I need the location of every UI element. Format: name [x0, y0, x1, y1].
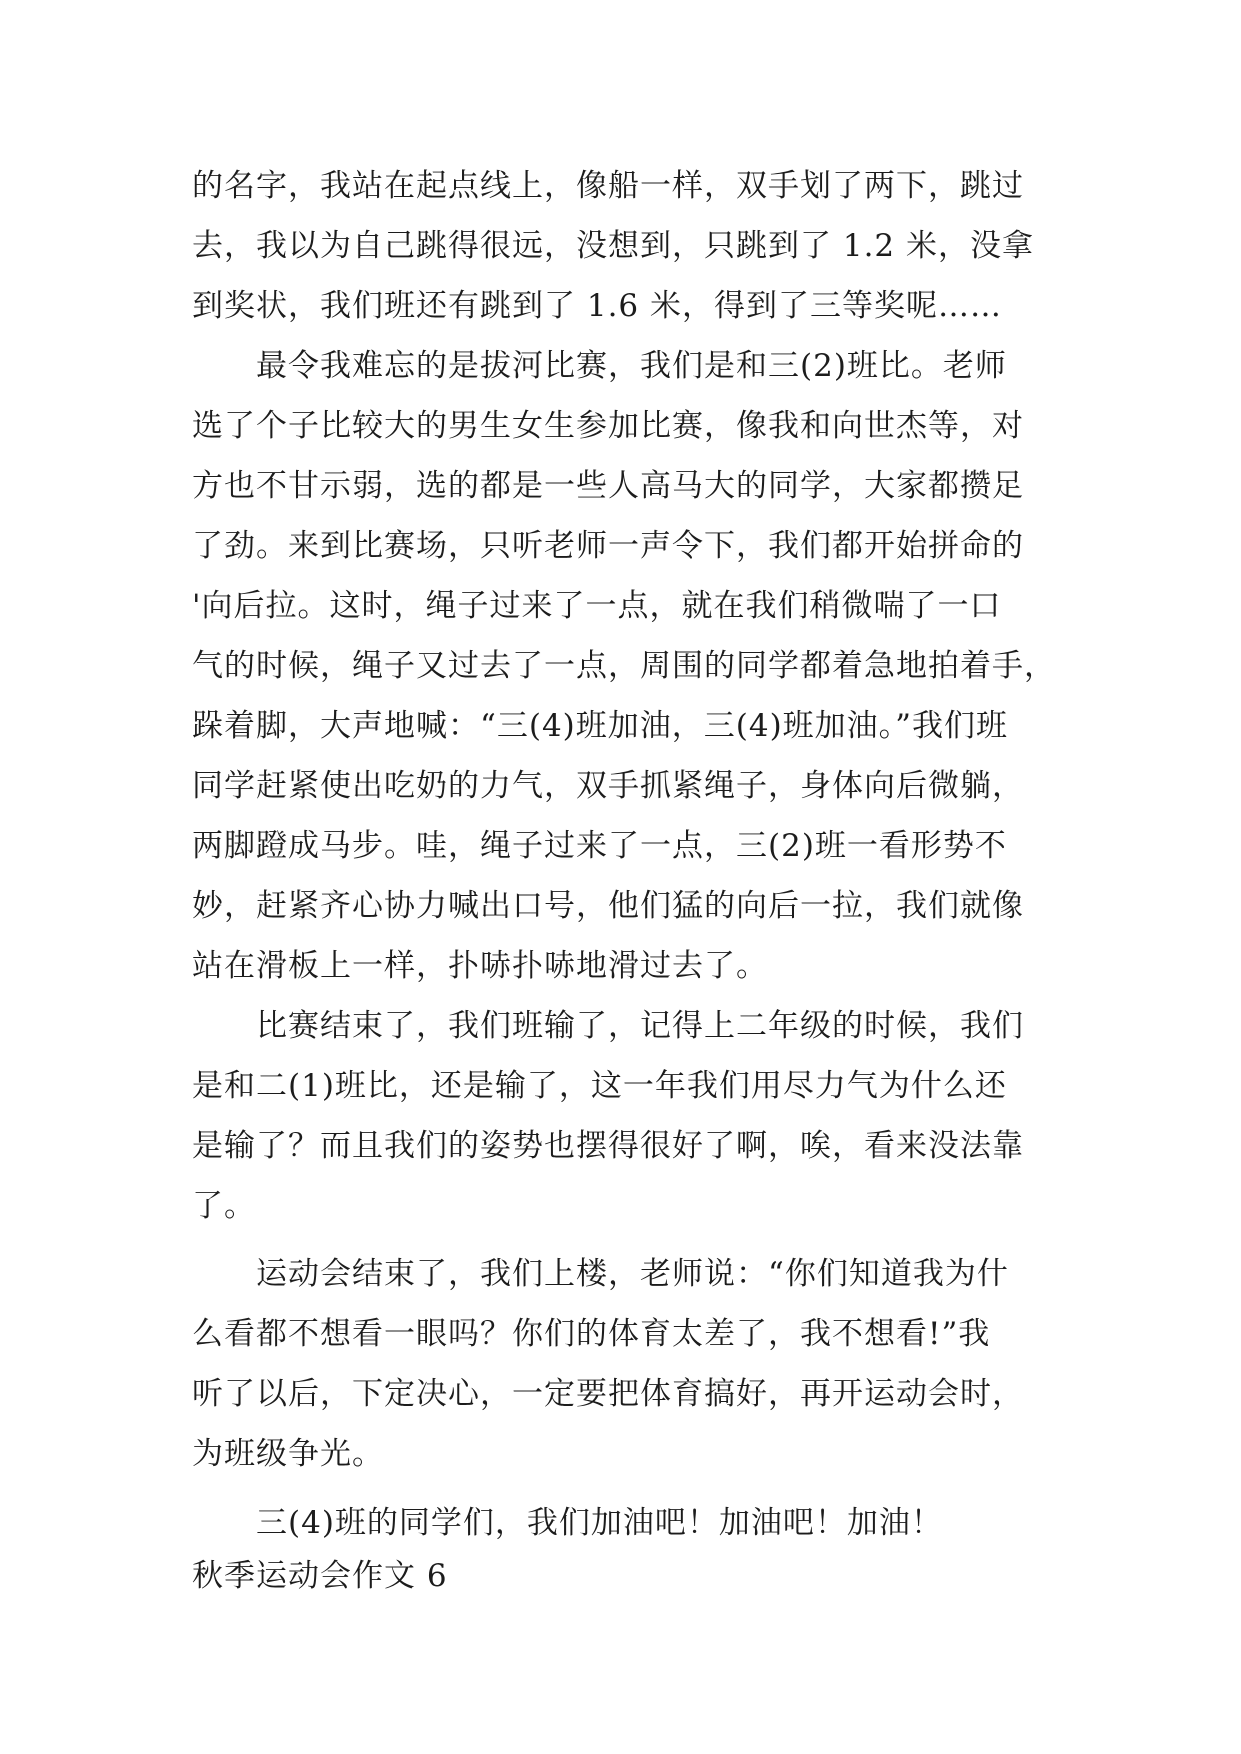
text-line: '向后拉。这时，绳子过来了一点，就在我们稍微喘了一口	[192, 588, 1002, 624]
text-line: 同学赶紧使出吃奶的力气，双手抓紧绳子，身体向后微躺，	[192, 768, 1024, 804]
paragraph-start-line: 比赛结束了，我们班输了，记得上二年级的时候，我们	[256, 1008, 1024, 1044]
text-line: 去，我以为自己跳得很远，没想到，只跳到了 1.2 米，没拿	[192, 228, 1035, 264]
text-line: 了劲。来到比赛场，只听老师一声令下，我们都开始拼命的	[192, 528, 1024, 564]
text-line: 到奖状，我们班还有跳到了 1.6 米，得到了三等奖呢……	[192, 288, 1003, 324]
text-line: 是和二(1)班比，还是输了，这一年我们用尽力气为什么还	[192, 1068, 1007, 1104]
paragraph-start-line: 三(4)班的同学们，我们加油吧！加油吧！加油！	[256, 1505, 943, 1541]
text-line: 方也不甘示弱，选的都是一些人高马大的同学，大家都攒足	[192, 468, 1024, 504]
text-line: 站在滑板上一样，扑哧扑哧地滑过去了。	[192, 948, 768, 984]
text-line: 跺着脚，大声地喊：“三(4)班加油，三(4)班加油。”我们班	[192, 708, 1009, 744]
text-line: 么看都不想看一眼吗？你们的体育太差了，我不想看!”我	[192, 1316, 991, 1352]
text-line: 选了个子比较大的男生女生参加比赛，像我和向世杰等，对	[192, 408, 1024, 444]
paragraph-start-line: 运动会结束了，我们上楼，老师说：“你们知道我为什	[256, 1256, 1009, 1292]
text-line: 气的时候，绳子又过去了一点，周围的同学都着急地拍着手，	[192, 648, 1056, 684]
paragraph-start-line: 最令我难忘的是拔河比赛，我们是和三(2)班比。老师	[256, 348, 1007, 384]
section-heading: 秋季运动会作文 6	[192, 1558, 448, 1594]
text-line: 了。	[192, 1188, 256, 1224]
text-line: 是输了？而且我们的姿势也摆得很好了啊，唉，看来没法靠	[192, 1128, 1024, 1164]
text-line: 的名字，我站在起点线上，像船一样，双手划了两下，跳过	[192, 168, 1024, 204]
text-line: 为班级争光。	[192, 1436, 384, 1472]
text-line: 妙，赶紧齐心协力喊出口号，他们猛的向后一拉，我们就像	[192, 888, 1024, 924]
text-line: 听了以后，下定决心，一定要把体育搞好，再开运动会时，	[192, 1376, 1024, 1412]
text-line: 两脚蹬成马步。哇，绳子过来了一点，三(2)班一看形势不	[192, 828, 1007, 864]
